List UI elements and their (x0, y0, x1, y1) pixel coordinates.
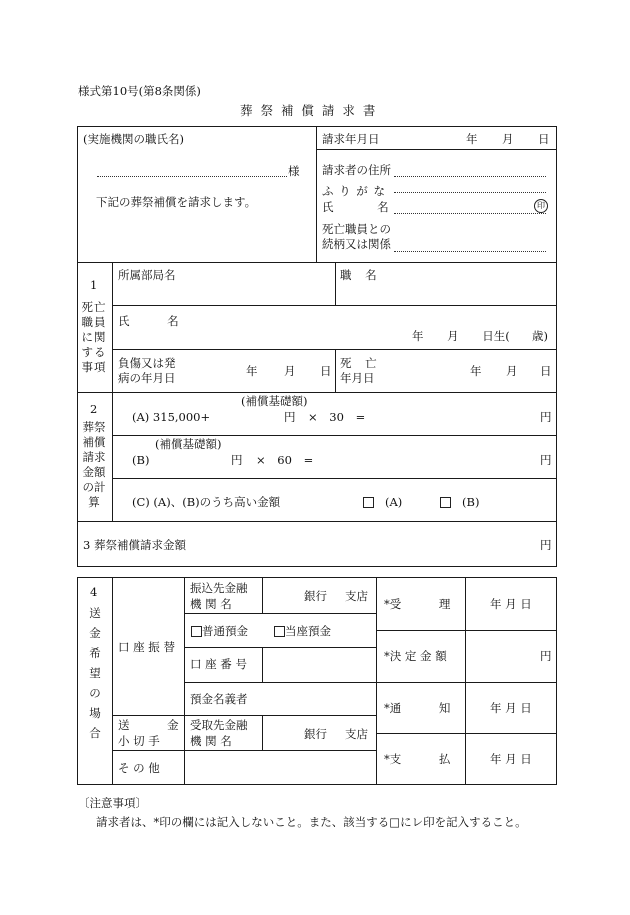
recv-label-1: 受取先金融 (190, 718, 248, 732)
holder-label: 預金名義者 (190, 692, 248, 706)
section2-label: 葬祭 補償 請求 金額 の計 算 (82, 420, 106, 509)
notes-text: 請求者は、*印の欄には記入しないこと。また、該当する□にレ印を記入すること。 (96, 815, 527, 829)
seal-mark: 印 (534, 199, 548, 213)
receipt-date: 年 月 日 (490, 597, 532, 611)
recv-branch-suffix: 支店 (345, 727, 368, 741)
furigana-label: ふ り が な (322, 184, 386, 198)
relation-label-2: 続柄又は関係 (322, 237, 391, 251)
a-result-yen: 円 (540, 410, 552, 424)
notes-heading: 〔注意事項〕 (78, 796, 147, 810)
notice-date: 年 月 日 (490, 701, 532, 715)
b-yen: 円 (231, 453, 243, 467)
section4-label: 送 金 希 望 の 場 合 (89, 606, 101, 740)
c-a-label: (A) (385, 495, 403, 509)
toza-label: 当座預金 (285, 624, 331, 638)
b-result-yen: 円 (540, 453, 552, 467)
b-multiplier: × 60 = (256, 453, 314, 467)
date-month: 月 (502, 132, 514, 146)
deceased-name-label: 氏 名 (118, 314, 179, 328)
b-base-label: (補償基礎額) (155, 437, 222, 451)
institution-line[interactable] (97, 176, 287, 177)
death-label-1: 死 亡 (340, 356, 377, 370)
futsu-label: 普通預金 (202, 624, 248, 638)
recv-bank-suffix: 銀行 (304, 727, 327, 741)
death-year: 年 (470, 364, 482, 378)
a-yen: 円 (284, 410, 296, 424)
relation-label-1: 死亡職員との (322, 222, 391, 236)
name-line[interactable] (394, 213, 546, 214)
name-label: 氏 名 (322, 200, 389, 214)
checkbox-futsu[interactable] (191, 626, 202, 637)
institution-label: (実施機関の職氏名) (83, 132, 184, 146)
birth-date: 年 月 日生( (412, 329, 510, 343)
recv-label-2: 機 関 名 (190, 734, 232, 748)
payment-date: 年 月 日 (490, 752, 532, 766)
address-line[interactable] (394, 176, 546, 177)
transfer-label: 口 座 振 替 (118, 640, 175, 654)
check-label-2: 小 切 手 (118, 734, 160, 748)
a-base-label: (補償基礎額) (241, 394, 308, 408)
death-day: 日 (540, 364, 552, 378)
account-number-label: 口 座 番 号 (190, 657, 247, 671)
receipt-label: *受 理 (384, 597, 451, 611)
section2-number: 2 (90, 402, 98, 416)
request-text: 下記の葬祭補償を請求します。 (96, 195, 257, 209)
section3-label: 3 葬祭補償請求金額 (83, 538, 186, 552)
injury-year: 年 (246, 364, 258, 378)
section4-number: 4 (90, 585, 98, 599)
injury-day: 日 (320, 364, 332, 378)
injury-label-2: 病の年月日 (118, 371, 176, 385)
checkbox-toza[interactable] (274, 626, 285, 637)
c-b-label: (B) (462, 495, 480, 509)
injury-label-1: 負傷又は発 (118, 356, 176, 370)
bank-label-2: 機 関 名 (190, 597, 232, 611)
dept-label: 所属部局名 (118, 268, 176, 282)
a-multiplier: × 30 = (308, 410, 366, 424)
bank-label-1: 振込先金融 (190, 581, 248, 595)
check-label-1: 送 金 (118, 718, 179, 732)
other-label: そ の 他 (118, 761, 160, 775)
decided-label: *決 定 金 額 (384, 649, 447, 663)
request-date-label: 請求年月日 (322, 132, 380, 146)
death-month: 月 (506, 364, 518, 378)
b-label: (B) (132, 453, 150, 467)
section3-yen: 円 (540, 538, 552, 552)
c-text: (C) (A)、(B)のうち高い金額 (132, 495, 281, 509)
address-label: 請求者の住所 (322, 163, 391, 177)
section1-number: 1 (90, 278, 98, 292)
section1-label: 死亡 職員 に関 する 事項 (81, 300, 107, 374)
branch-suffix: 支店 (345, 589, 368, 603)
injury-month: 月 (284, 364, 296, 378)
date-day: 日 (538, 132, 550, 146)
age-label: 歳) (532, 329, 548, 343)
decided-yen: 円 (540, 649, 552, 663)
sama-label: 様 (288, 164, 300, 178)
date-year: 年 (466, 132, 478, 146)
relation-line[interactable] (394, 251, 546, 252)
form-title: 葬 祭 補 償 請 求 書 (240, 103, 378, 118)
payment-label: *支 払 (384, 752, 451, 766)
bank-suffix: 銀行 (304, 589, 327, 603)
furigana-line[interactable] (394, 192, 546, 193)
checkbox-a[interactable] (363, 497, 374, 508)
job-label: 職 名 (340, 268, 377, 282)
a-formula: (A) 315,000+ (132, 410, 211, 424)
notice-label: *通 知 (384, 701, 451, 715)
form-number: 様式第10号(第8条関係) (78, 84, 201, 98)
checkbox-b[interactable] (440, 497, 451, 508)
death-label-2: 年月日 (340, 371, 375, 385)
